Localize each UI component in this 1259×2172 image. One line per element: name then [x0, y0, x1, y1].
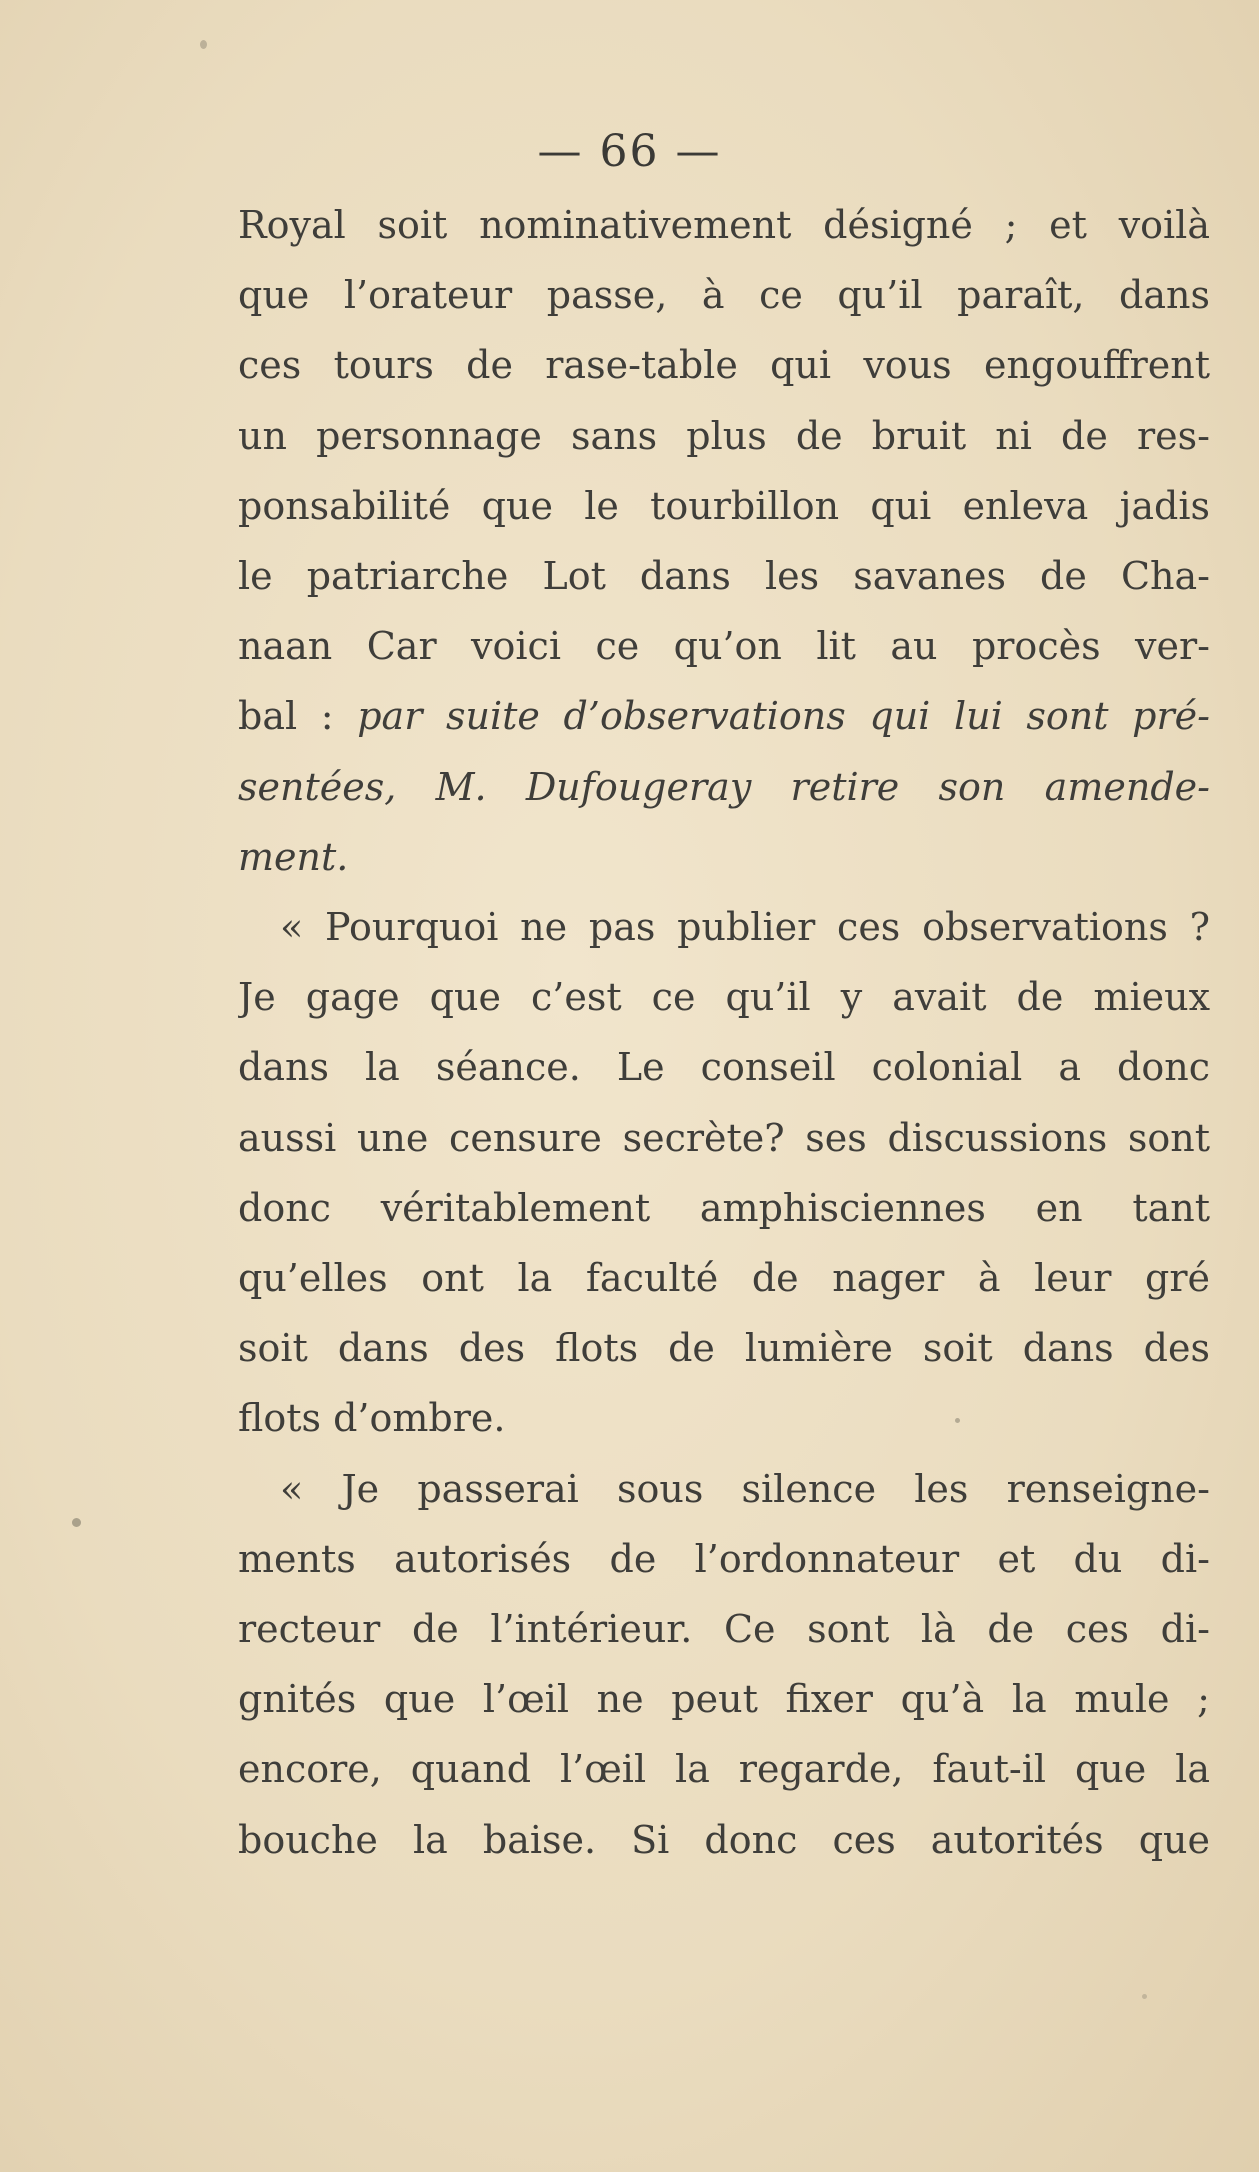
text-line [238, 401, 1210, 471]
italic-text: ment. [238, 834, 349, 879]
line-text: ces tours de rase-table qui vous engouffrent [238, 343, 1210, 388]
line-text: « Je passerai sous silence les renseigne- [280, 1466, 1210, 1511]
text-line [238, 471, 1210, 541]
text-line [238, 1524, 1210, 1594]
text-line [238, 1032, 1210, 1102]
line-text: recteur de l’intérieur. Ce sont là de ces di- [238, 1607, 1210, 1651]
line-text: naan Car voici ce qu’on lit au procès ver- [238, 624, 1210, 669]
text-line [238, 681, 1210, 751]
text-line [238, 1173, 1210, 1243]
line-text: bouche la baise. Si donc ces autorités que [238, 1817, 1210, 1862]
text-line [238, 1383, 1210, 1453]
text-line [238, 260, 1210, 330]
line-text: qu’elles ont la faculté de nager à leur gré [238, 1256, 1210, 1300]
line-text: « Pourquoi ne pas publier ces observations ? [280, 905, 1210, 949]
text-line [238, 611, 1210, 681]
text-line [238, 190, 1210, 260]
text-line [238, 541, 1210, 611]
paper-speck [1142, 1994, 1147, 1999]
line-text: aussi une censure secrète? ses discussions sont [238, 1115, 1210, 1160]
line-text: ments autorisés de l’ordonnateur et du di- [238, 1536, 1210, 1581]
text-line [280, 1454, 1210, 1524]
paper-speck [200, 40, 207, 49]
line-text: Je gage que c’est ce qu’il y avait de mieux [238, 975, 1210, 1020]
text-line [238, 1594, 1210, 1664]
text-line [238, 1103, 1210, 1173]
text-line [238, 1243, 1210, 1313]
line-text: un personnage sans plus de bruit ni de res- [238, 413, 1210, 458]
text-line [280, 892, 1210, 962]
text-line [238, 1805, 1210, 1875]
line-text: dans la séance. Le conseil colonial a donc [238, 1045, 1210, 1090]
line-text: donc véritablement amphisciennes en tant [238, 1185, 1210, 1230]
line-text: ponsabilité que le tourbillon qui enleva jadis [238, 483, 1210, 528]
line-text: soit dans des flots de lumière soit dans des [238, 1326, 1210, 1371]
text-line [238, 1734, 1210, 1804]
text-line [238, 962, 1210, 1032]
paper-speck [72, 1518, 81, 1527]
text-line [238, 822, 1210, 892]
line-text: encore, quand l’œil la regarde, faut-il que la [238, 1747, 1210, 1792]
line-text: flots d’ombre. [238, 1396, 506, 1441]
line-text: Royal soit nominativement désigné ; et voilà [238, 203, 1210, 247]
italic-text: par suite d’observations qui lui sont pré- [357, 694, 1210, 739]
text-line [238, 330, 1210, 400]
text-line [238, 752, 1210, 822]
line-text: gnités que l’œil ne peut fixer qu’à la mule ; [238, 1677, 1210, 1722]
line-text: le patriarche Lot dans les savanes de Cha- [238, 554, 1210, 598]
page-number: — 66 — [537, 126, 722, 177]
text-line [238, 1313, 1210, 1383]
line-text: que l’orateur passe, à ce qu’il paraît, dans [238, 273, 1210, 318]
text-line [238, 1664, 1210, 1734]
paper-speck [955, 1418, 960, 1423]
italic-text: sentées, M. Dufougeray retire son amende- [238, 764, 1210, 809]
line-text: bal : [238, 694, 358, 739]
